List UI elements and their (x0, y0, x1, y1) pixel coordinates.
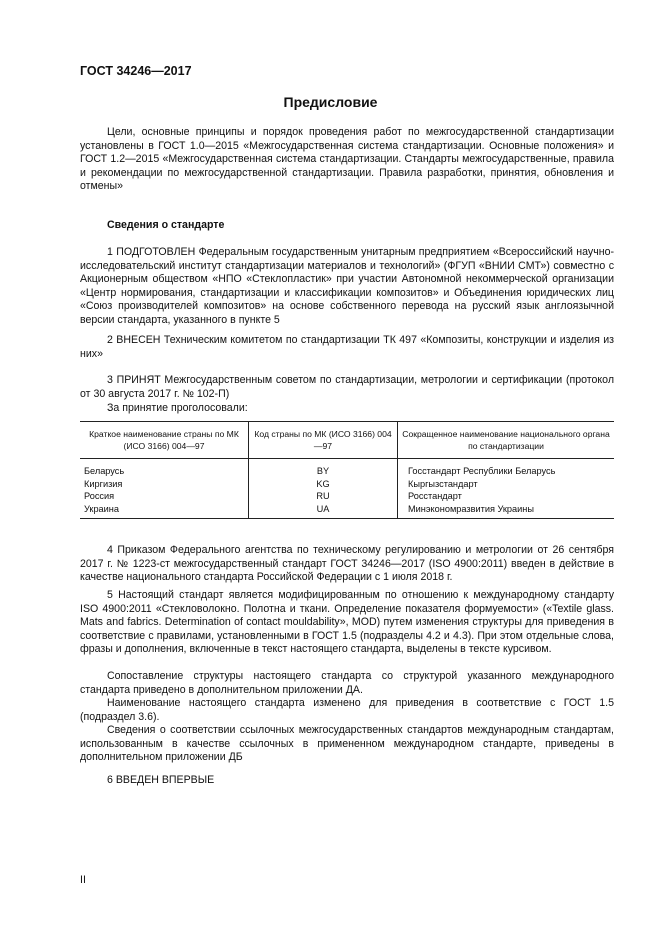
intro-paragraph: Цели, основные принципы и порядок проведения работ по межгосударственной стандартизации установлены в ГОСТ 1.0—2015 «Межгосударственная система стандартизации. Основные положения» и ГОСТ 1.2—2015 «Межгосударственная система стандартизации. Стандарты межгосударственные, правила и рекомендации по межгосударственной стандартизации. Правила разработки, принятия, обновления и отмены» (80, 126, 614, 193)
item-modified-structure: Сопоставление структуры настоящего стандарта со структурой указанного международного стандарта приведено в дополнительном приложении ДА. (80, 670, 614, 696)
table-cell-country: Украина (80, 503, 249, 519)
table-cell-body: Кыргызстандарт (408, 478, 478, 489)
item-order: 4 Приказом Федерального агентства по техническому регулированию и метрологии от 26 сентября 2017 г. № 1223-ст межгосударственный стандарт ГОСТ 34246—2017 (ISO 4900:2011) введен в действие в качестве национального стандарта Российской Федерации с 1 июля 2018 г. (80, 544, 614, 584)
page-number: II (80, 874, 86, 886)
voted-label: За принятие проголосовали: (107, 402, 248, 414)
document-id: ГОСТ 34246—2017 (80, 64, 192, 78)
table-cell-country: Беларусь (80, 459, 249, 478)
table-cell-country: Россия (80, 490, 249, 503)
item-adopted: 3 ПРИНЯТ Межгосударственным советом по стандартизации, метрологии и сертификации (протокол от 30 августа 2017 г. № 102-П) (80, 374, 614, 400)
page-title: Предисловие (283, 94, 378, 110)
item-modified-name: Наименование настоящего стандарта изменено для приведения в соответствие с ГОСТ 1.5 (подраздел 3.6). (80, 697, 614, 723)
table-cell-body: Госстандарт Республики Беларусь (408, 466, 556, 476)
item-modified: 5 Настоящий стандарт является модифицированным по отношению к международному стандарту ISO 4900:2011 «Стекловолокно. Полотна и ткани. Определение показателя формуемости» («Textile glass. Mats and fabrics. Determination of contact mouldability», MOD) путем изменения структуры для приведения в соответствие с правилами, установленными в ГОСТ 1.5 (подразделы 4.2 и 4.3). При этом отдельные слова, фразы и дополнения, включенные в текст настоящего стандарта, выделены в тексте курсивом. (80, 589, 614, 656)
table-cell-code: BY (249, 459, 398, 478)
table-cell-code: UA (249, 503, 398, 519)
item-prepared: 1 ПОДГОТОВЛЕН Федеральным государственным унитарным предприятием «Всероссийский научно-исследовательский институт стандартизации материалов и технологий» (ФГУП «ВНИИ СМТ») совместно с Акционерным обществом «НПО «Стеклопластик» при участии Автономной некоммерческой организации «Центр нормирования, стандартизации и классификации композитов» и Объединения юридических лиц «Союз производителей композитов» на основе собственного перевода на русский язык англоязычной версии стандарта, указанного в пункте 5 (80, 246, 614, 326)
item-introduced: 2 ВНЕСЕН Техническим комитетом по стандартизации ТК 497 «Композиты, конструкции и изделия из них» (80, 334, 614, 360)
section-heading: Сведения о стандарте (107, 219, 225, 231)
table-row (80, 459, 614, 478)
table-header-row (80, 422, 614, 459)
table-cell-body: Росстандарт (408, 491, 462, 501)
table-header-country: Краткое наименование страны по МК (ИСО 3166) 004—97 (80, 422, 249, 459)
table-cell-code: RU (249, 490, 398, 503)
table-cell-code: KG (249, 478, 398, 491)
table-cell-country: Киргизия (80, 478, 249, 491)
table-row (80, 503, 614, 519)
table-row (80, 490, 614, 503)
table-header-body: Сокращенное наименование национального органа по стандартизации (398, 422, 615, 459)
item-modified-references: Сведения о соответствии ссылочных межгосударственных стандартов международным стандартам, использованным в качестве ссылочных в примененном международном стандарте, приведены в дополнительном приложении ДБ (80, 724, 614, 764)
table-cell-body: Минэкономразвития Украины (398, 503, 615, 519)
item-first: 6 ВВЕДЕН ВПЕРВЫЕ (107, 774, 215, 786)
voting-table (80, 421, 614, 519)
table-row (80, 478, 614, 491)
table-header-code: Код страны по МК (ИСО 3166) 004—97 (249, 422, 398, 459)
